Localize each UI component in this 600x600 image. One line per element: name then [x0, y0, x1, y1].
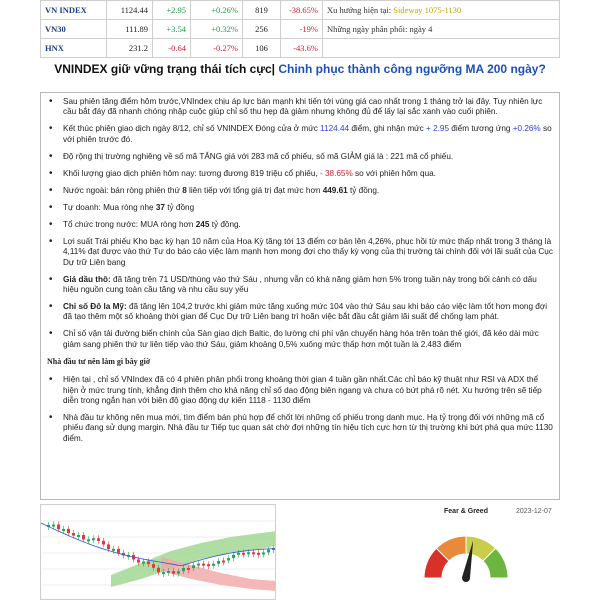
- gauge-title: Fear & Greed: [444, 508, 488, 515]
- candle-body: [252, 552, 255, 554]
- candle-body: [97, 538, 100, 541]
- headline-part1: VNINDEX giữ vững trạng thái tích cực|: [54, 62, 279, 76]
- bullet-domestic: • Tổ chức trong nước: MUA ròng hơn 245 tỷ đồng.: [49, 220, 553, 230]
- candle-body: [232, 555, 235, 558]
- candle-body: [202, 564, 205, 566]
- candle-body: [137, 559, 140, 562]
- candle-body: [117, 549, 120, 553]
- bullet-intro: • Sau phiên tăng điểm hôm trước,VNIndex chịu áp lực bán mạnh khi tiến tới vùng giá cao nhất trong 1 tháng trở lại đây. Tuy nhiên lực cầu bắt đáy đã nhanh chóng nhập cuộc giúp chỉ số thu hẹp đà giảm nhưng không đủ để lấy lại sắc xanh vào cuối phiên.: [49, 97, 553, 118]
- candle-body: [52, 525, 55, 527]
- candle-body: [197, 564, 200, 566]
- candle-body: [77, 535, 80, 537]
- index-note: [323, 39, 560, 58]
- gauge-hub: [462, 574, 470, 582]
- bullet-baltic: • Chỉ số vận tải đường biển chính của Sàn giao dịch Baltic, đo lường chi phí vận chuyển hàng hóa trên toàn thế giới, đã kéo dài mức giảm sang phiên thứ tư liên tiếp vào thứ Sáu, giảm khoảng 0,5% xuống mức thấp hơn một tuần là 2.483 điểm: [49, 329, 553, 350]
- candle-body: [207, 564, 210, 566]
- candle-body: [67, 529, 70, 533]
- index-change: +3.54: [153, 20, 191, 39]
- candle-body: [172, 571, 175, 574]
- candle-body: [242, 553, 245, 555]
- candle-body: [162, 572, 165, 574]
- candle-body: [217, 561, 220, 564]
- market-commentary: [40, 92, 560, 500]
- index-volume: 256: [243, 20, 281, 39]
- candle-body: [237, 553, 240, 555]
- index-pct: +0.32%: [191, 20, 243, 39]
- bullet-foreign: • Nước ngoài: bán ròng phiên thứ 8 liên tiếp với tổng giá trị đạt mức hơn 449.61 tỷ đồng.: [49, 186, 553, 196]
- candle-body: [102, 541, 105, 545]
- index-volume-pct: -43.6%: [281, 39, 323, 58]
- index-row: [41, 20, 560, 39]
- bullet-volume: • Khối lượng giao dịch phiên hôm nay: tương đương 819 triệu cổ phiếu, - 38.65% so với phiên hôm qua.: [49, 169, 553, 179]
- section-title: Nhà đầu tư nên làm gì bây giờ: [47, 356, 151, 366]
- volume-pct: - 38.65%: [319, 168, 353, 178]
- candle-body: [72, 533, 75, 536]
- index-pct: -0.27%: [191, 39, 243, 58]
- index-value: 231.2: [107, 39, 153, 58]
- index-name: HNX: [41, 39, 107, 58]
- headline: [0, 62, 600, 76]
- candle-body: [152, 564, 155, 568]
- fear-greed-panel: [420, 504, 570, 600]
- candle-body: [82, 535, 85, 540]
- index-volume: 106: [243, 39, 281, 58]
- candle-body: [107, 544, 110, 549]
- candle-body: [257, 553, 260, 555]
- index-value: 111.89: [107, 20, 153, 39]
- candle-body: [57, 525, 60, 530]
- index-pct: +0.26%: [191, 1, 243, 20]
- index-row: [41, 39, 560, 58]
- index-value: 1124.44: [107, 1, 153, 20]
- index-change: -0.64: [153, 39, 191, 58]
- candle-body: [92, 538, 95, 540]
- index-row: [41, 1, 560, 20]
- candlestick-chart: [41, 505, 276, 600]
- index-name: VN30: [41, 20, 107, 39]
- index-volume: 819: [243, 1, 281, 20]
- bullet-us-bond: • Lợi suất Trái phiếu Kho bạc kỳ hạn 10 năm của Hoa Kỳ tăng tới 13 điểm cơ bản lên 4,26%, phục hồi từ mức thấp nhất trong 3 tháng là 4,11% đạt được vào thứ Tư do báo cáo việc làm mạnh hơn mong đợi cho thấy kỳ vọng của thị trường tài chính đối với lãi suất của Cục Dự trữ Liên bang: [49, 237, 553, 268]
- candle-body: [62, 529, 65, 531]
- bullet-close: • Kết thúc phiên giao dịch ngày 8/12, chỉ số VNINDEX Đóng cửa ở mức 1124.44 điểm, ghi nhận mức + 2.95 điểm tương ứng +0.26% so với phiên trước đó.: [49, 124, 553, 145]
- bullet-breadth: • Độ rộng thị trường nghiêng về số mã TĂNG giá với 283 mã cổ phiếu, số mã GIẢM giá là : 221 mã cổ phiếu.: [49, 152, 553, 162]
- candle-body: [192, 565, 195, 568]
- gauge-date: 2023-12-07: [516, 508, 552, 515]
- vnindex-chart: [40, 504, 276, 600]
- candle-body: [167, 571, 170, 573]
- headline-part2: Chinh phục thành công ngưỡng MA 200 ngày?: [278, 62, 546, 76]
- bullet-dollar: • Chỉ số Đô la Mỹ: đã tăng lên 104,2 trước khi giảm mức tăng xuống mức 104 vào thứ Sáu sau khi báo cáo việc làm tốt hơn mong đợi đã tạo thêm một số khoảng thời gian để Cục Dự trữ Liên bang trì hoãn việc bắt đầu cắt giảm lãi suất để chống lạm phát.: [49, 302, 553, 323]
- candle-body: [222, 561, 225, 563]
- candle-body: [87, 539, 90, 541]
- close-pct: +0.26%: [512, 124, 541, 134]
- index-volume-pct: -38.65%: [281, 1, 323, 20]
- candle-body: [177, 571, 180, 573]
- candle-body: [247, 552, 250, 554]
- bullet-outlook: • Hiện tại , chỉ số VNIndex đã có 4 phiên phân phối trong khoảng thời gian 4 tuần gần nhất.Các chỉ báo kỹ thuật như RSI và ADX thể hiện ở mức trung tính, khẳng định thêm cho khả năng chỉ số dao động biên ngang và chưa có bứt phá rõ nét. Xu hướng trên sẽ tiếp diễn trong ngắn hạn với biên độ giao động dự kiến 1118 - 1130 điểm: [49, 375, 553, 406]
- candle-body: [227, 558, 230, 560]
- candle-body: [267, 550, 270, 553]
- index-note: Những ngày phân phối: ngày 4: [323, 20, 560, 39]
- index-note: Xu hướng hiện tại: Sideway 1075-1130: [323, 1, 560, 20]
- close-change: + 2.95: [426, 124, 450, 134]
- bullet-oil: • Giá dầu thô: đã tăng trên 71 USD/thùng vào thứ Sáu , nhưng vẫn có khả năng giảm hơn 5% trong tuần này trong bối cảnh có dấu hiệu nguồn cung toàn cầu tăng và nhu cầu suy yếu: [49, 275, 553, 296]
- index-name: VN INDEX: [41, 1, 107, 20]
- index-change: +2.95: [153, 1, 191, 20]
- index-volume-pct: -19%: [281, 20, 323, 39]
- index-summary-table: [40, 0, 560, 58]
- candle-body: [142, 562, 145, 564]
- gauge-dial: [416, 520, 516, 600]
- candle-body: [187, 568, 190, 570]
- candle-body: [262, 552, 265, 554]
- close-value: 1124.44: [320, 124, 350, 134]
- candle-body: [157, 568, 160, 573]
- bullet-proprietary: • Tự doanh: Mua ròng nhẹ 37 tỷ đồng: [49, 203, 553, 213]
- candle-body: [147, 562, 150, 565]
- candle-body: [212, 564, 215, 566]
- candle-body: [182, 568, 185, 571]
- candle-body: [112, 549, 115, 551]
- bullet-recommendation: • Nhà đầu tư không nên mua mới, tìm điểm bán phù hợp để chốt lời những cổ phiếu trong danh mục. Hạ tỷ trọng đối với những mã cổ phiếu đang sử dụng margin. Nhà đầu tư Tiếp tục quan sát chờ đợi những tín hiệu tích cực hơn từ thị trường khi bứt phá qua mức 1130 điểm.: [49, 413, 553, 444]
